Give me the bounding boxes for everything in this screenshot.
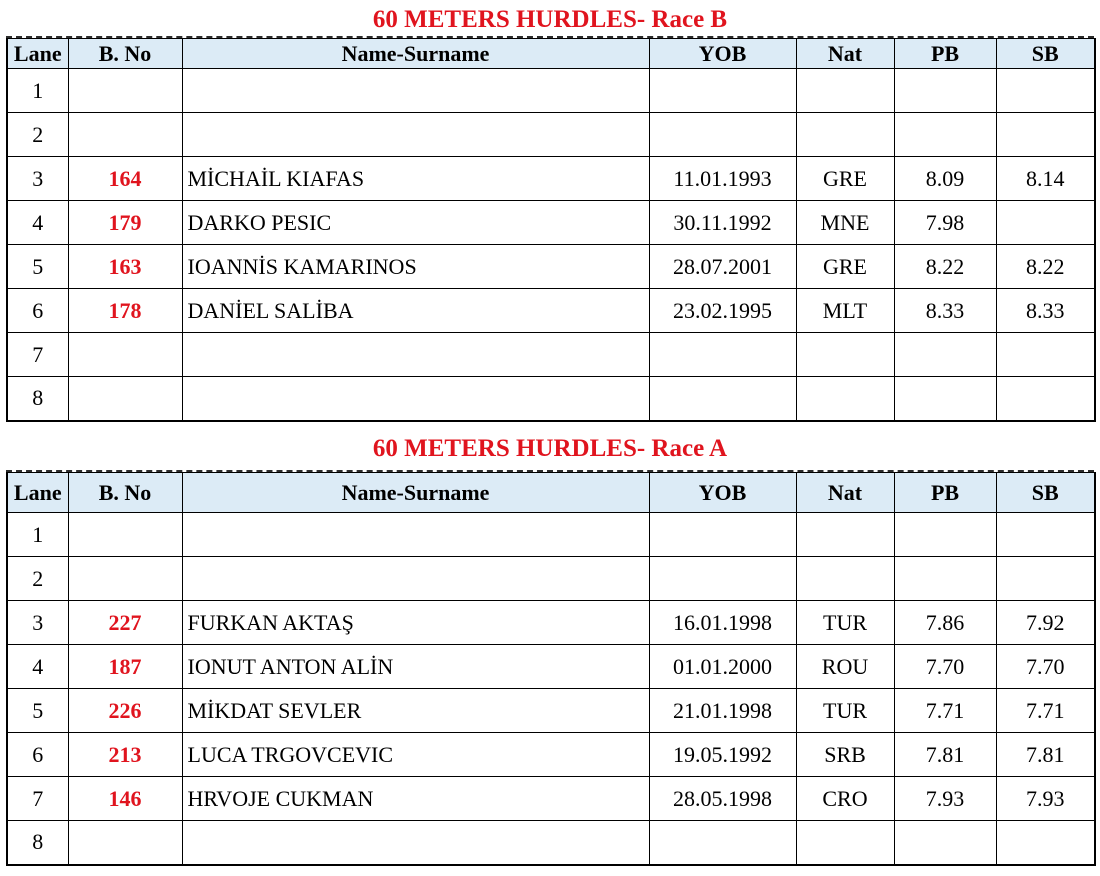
season-best-cell	[996, 557, 1095, 601]
personal-best-cell	[894, 69, 996, 113]
year-of-birth-cell: 30.11.1992	[649, 201, 796, 245]
header-name: Name-Surname	[182, 473, 649, 513]
athlete-name-cell	[182, 69, 649, 113]
race-a-title: 60 METERS HURDLES- Race A	[372, 435, 728, 462]
table-row	[7, 513, 1095, 557]
athlete-name-cell: LUCA TRGOVCEVIC	[182, 733, 649, 777]
bib-number-cell: 213	[68, 733, 182, 777]
personal-best-cell: 7.86	[894, 601, 996, 645]
bib-number-cell: 187	[68, 645, 182, 689]
bib-number-cell	[68, 113, 182, 157]
header-lane: Lane	[7, 39, 68, 69]
table-row	[7, 289, 1095, 333]
table-row	[7, 113, 1095, 157]
table-row	[7, 777, 1095, 821]
lane-cell: 3	[7, 601, 68, 645]
header-nat: Nat	[796, 39, 894, 69]
header-yob: YOB	[649, 473, 796, 513]
lane-cell: 4	[7, 201, 68, 245]
header-row	[7, 473, 1095, 513]
bib-number-cell: 227	[68, 601, 182, 645]
nationality-cell	[796, 69, 894, 113]
header-sb: SB	[996, 473, 1095, 513]
season-best-cell: 8.14	[996, 157, 1095, 201]
race-b-section	[6, 0, 1094, 422]
header-sb: SB	[996, 39, 1095, 69]
personal-best-cell: 7.98	[894, 201, 996, 245]
personal-best-cell: 8.33	[894, 289, 996, 333]
nationality-cell	[796, 557, 894, 601]
season-best-cell: 7.93	[996, 777, 1095, 821]
personal-best-cell: 8.09	[894, 157, 996, 201]
athlete-name-cell: IONUT ANTON ALİN	[182, 645, 649, 689]
season-best-cell	[996, 333, 1095, 377]
athlete-name-cell	[182, 821, 649, 865]
athlete-name-cell: DANİEL SALİBA	[182, 289, 649, 333]
athlete-name-cell: DARKO PESIC	[182, 201, 649, 245]
lane-cell: 1	[7, 513, 68, 557]
table-row	[7, 557, 1095, 601]
header-pb: PB	[894, 39, 996, 69]
season-best-cell	[996, 513, 1095, 557]
lane-cell: 8	[7, 377, 68, 421]
bib-number-cell	[68, 821, 182, 865]
table-row	[7, 69, 1095, 113]
personal-best-cell: 7.70	[894, 645, 996, 689]
season-best-cell	[996, 113, 1095, 157]
race-b-title: 60 METERS HURDLES- Race B	[372, 6, 728, 33]
header-row	[7, 39, 1095, 69]
bib-number-cell	[68, 333, 182, 377]
table-row	[7, 689, 1095, 733]
season-best-cell: 7.71	[996, 689, 1095, 733]
lane-cell: 3	[7, 157, 68, 201]
athlete-name-cell: MİKDAT SEVLER	[182, 689, 649, 733]
table-row	[7, 601, 1095, 645]
athlete-name-cell	[182, 333, 649, 377]
personal-best-cell	[894, 333, 996, 377]
athlete-name-cell: IOANNİS KAMARINOS	[182, 245, 649, 289]
year-of-birth-cell: 16.01.1998	[649, 601, 796, 645]
lane-cell: 5	[7, 689, 68, 733]
race-b-table	[6, 38, 1096, 422]
lane-cell: 6	[7, 289, 68, 333]
year-of-birth-cell	[649, 821, 796, 865]
bib-number-cell	[68, 69, 182, 113]
bib-number-cell: 146	[68, 777, 182, 821]
header-yob: YOB	[649, 39, 796, 69]
personal-best-cell	[894, 377, 996, 421]
year-of-birth-cell: 19.05.1992	[649, 733, 796, 777]
race-a-table	[6, 472, 1096, 866]
lane-cell: 5	[7, 245, 68, 289]
year-of-birth-cell: 28.07.2001	[649, 245, 796, 289]
personal-best-cell	[894, 821, 996, 865]
lane-cell: 2	[7, 113, 68, 157]
table-row	[7, 157, 1095, 201]
athlete-name-cell	[182, 557, 649, 601]
personal-best-cell: 7.71	[894, 689, 996, 733]
year-of-birth-cell	[649, 69, 796, 113]
personal-best-cell: 8.22	[894, 245, 996, 289]
athlete-name-cell	[182, 113, 649, 157]
season-best-cell: 8.22	[996, 245, 1095, 289]
table-row	[7, 733, 1095, 777]
table-row	[7, 377, 1095, 421]
table-row	[7, 201, 1095, 245]
lane-cell: 2	[7, 557, 68, 601]
year-of-birth-cell: 21.01.1998	[649, 689, 796, 733]
season-best-cell	[996, 69, 1095, 113]
race-a-section	[6, 436, 1094, 866]
nationality-cell: CRO	[796, 777, 894, 821]
season-best-cell: 7.92	[996, 601, 1095, 645]
lane-cell: 7	[7, 777, 68, 821]
lane-cell: 8	[7, 821, 68, 865]
header-nat: Nat	[796, 473, 894, 513]
nationality-cell: SRB	[796, 733, 894, 777]
personal-best-cell	[894, 513, 996, 557]
nationality-cell	[796, 113, 894, 157]
year-of-birth-cell	[649, 333, 796, 377]
season-best-cell: 8.33	[996, 289, 1095, 333]
lane-cell: 1	[7, 69, 68, 113]
bib-number-cell	[68, 557, 182, 601]
season-best-cell	[996, 377, 1095, 421]
nationality-cell: GRE	[796, 245, 894, 289]
nationality-cell: MNE	[796, 201, 894, 245]
header-name: Name-Surname	[182, 39, 649, 69]
nationality-cell: ROU	[796, 645, 894, 689]
year-of-birth-cell	[649, 557, 796, 601]
year-of-birth-cell: 23.02.1995	[649, 289, 796, 333]
personal-best-cell: 7.81	[894, 733, 996, 777]
lane-cell: 7	[7, 333, 68, 377]
nationality-cell	[796, 513, 894, 557]
bib-number-cell: 164	[68, 157, 182, 201]
table-row	[7, 333, 1095, 377]
year-of-birth-cell: 11.01.1993	[649, 157, 796, 201]
header-bib: B. No	[68, 473, 182, 513]
nationality-cell: MLT	[796, 289, 894, 333]
table-row	[7, 245, 1095, 289]
header-bib: B. No	[68, 39, 182, 69]
table-row	[7, 645, 1095, 689]
season-best-cell: 7.70	[996, 645, 1095, 689]
header-lane: Lane	[7, 473, 68, 513]
bib-number-cell: 179	[68, 201, 182, 245]
athlete-name-cell: HRVOJE CUKMAN	[182, 777, 649, 821]
bib-number-cell	[68, 513, 182, 557]
year-of-birth-cell: 01.01.2000	[649, 645, 796, 689]
athlete-name-cell	[182, 377, 649, 421]
header-pb: PB	[894, 473, 996, 513]
bib-number-cell	[68, 377, 182, 421]
nationality-cell: TUR	[796, 689, 894, 733]
nationality-cell: TUR	[796, 601, 894, 645]
personal-best-cell	[894, 113, 996, 157]
table-row	[7, 821, 1095, 865]
year-of-birth-cell: 28.05.1998	[649, 777, 796, 821]
nationality-cell	[796, 821, 894, 865]
season-best-cell	[996, 821, 1095, 865]
year-of-birth-cell	[649, 513, 796, 557]
year-of-birth-cell	[649, 113, 796, 157]
nationality-cell	[796, 377, 894, 421]
lane-cell: 6	[7, 733, 68, 777]
year-of-birth-cell	[649, 377, 796, 421]
season-best-cell	[996, 201, 1095, 245]
bib-number-cell: 226	[68, 689, 182, 733]
personal-best-cell: 7.93	[894, 777, 996, 821]
season-best-cell: 7.81	[996, 733, 1095, 777]
bib-number-cell: 178	[68, 289, 182, 333]
lane-cell: 4	[7, 645, 68, 689]
bib-number-cell: 163	[68, 245, 182, 289]
athlete-name-cell	[182, 513, 649, 557]
nationality-cell	[796, 333, 894, 377]
athlete-name-cell: FURKAN AKTAŞ	[182, 601, 649, 645]
athlete-name-cell: MİCHAİL KIAFAS	[182, 157, 649, 201]
nationality-cell: GRE	[796, 157, 894, 201]
personal-best-cell	[894, 557, 996, 601]
